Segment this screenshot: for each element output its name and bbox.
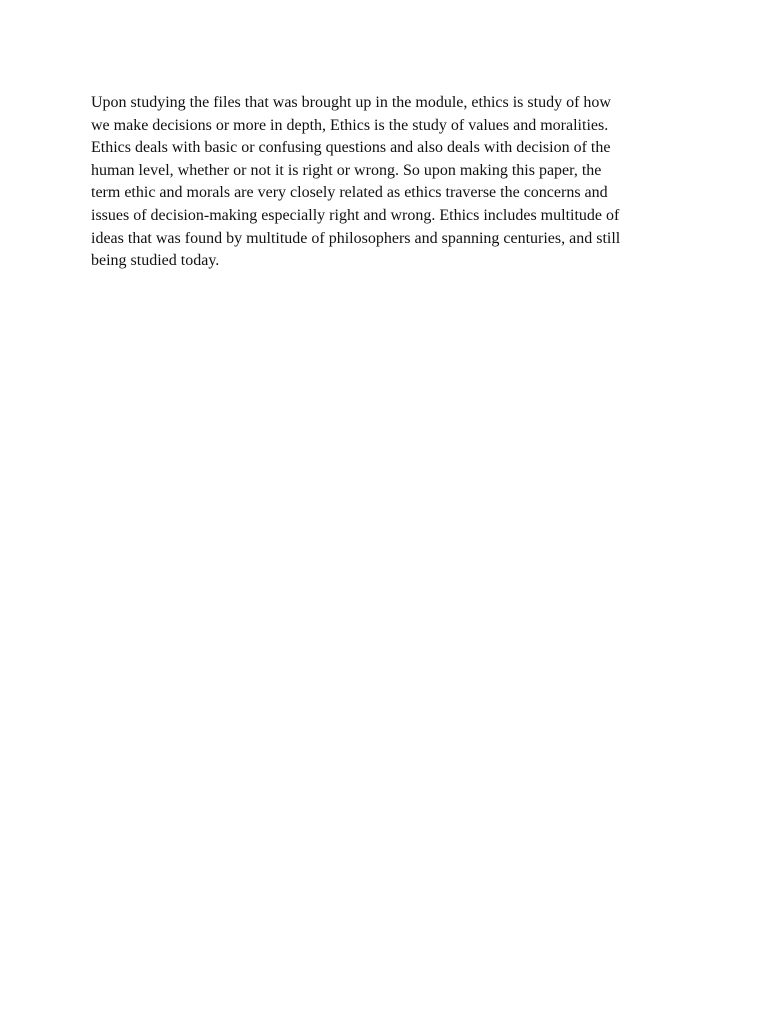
paragraph-line: Ethics deals with basic or confusing questions and also deals with decision of the [91,139,611,157]
body-paragraph [91,92,681,273]
paragraph-line: being studied today. [91,252,220,270]
paragraph-line: issues of decision-making especially right and wrong. Ethics includes multitude of [91,206,620,224]
paragraph-line: ideas that was found by multitude of philosophers and spanning centuries, and still [91,229,621,247]
paragraph-line: Upon studying the files that was brought up in the module, ethics is study of how [91,94,611,111]
paragraph-line: human level, whether or not it is right or wrong. So upon making this paper, the [91,161,602,179]
paragraph-line: we make decisions or more in depth, Ethics is the study of values and moralities. [91,116,609,134]
paragraph-line: term ethic and morals are very closely related as ethics traverse the concerns and [91,184,608,202]
